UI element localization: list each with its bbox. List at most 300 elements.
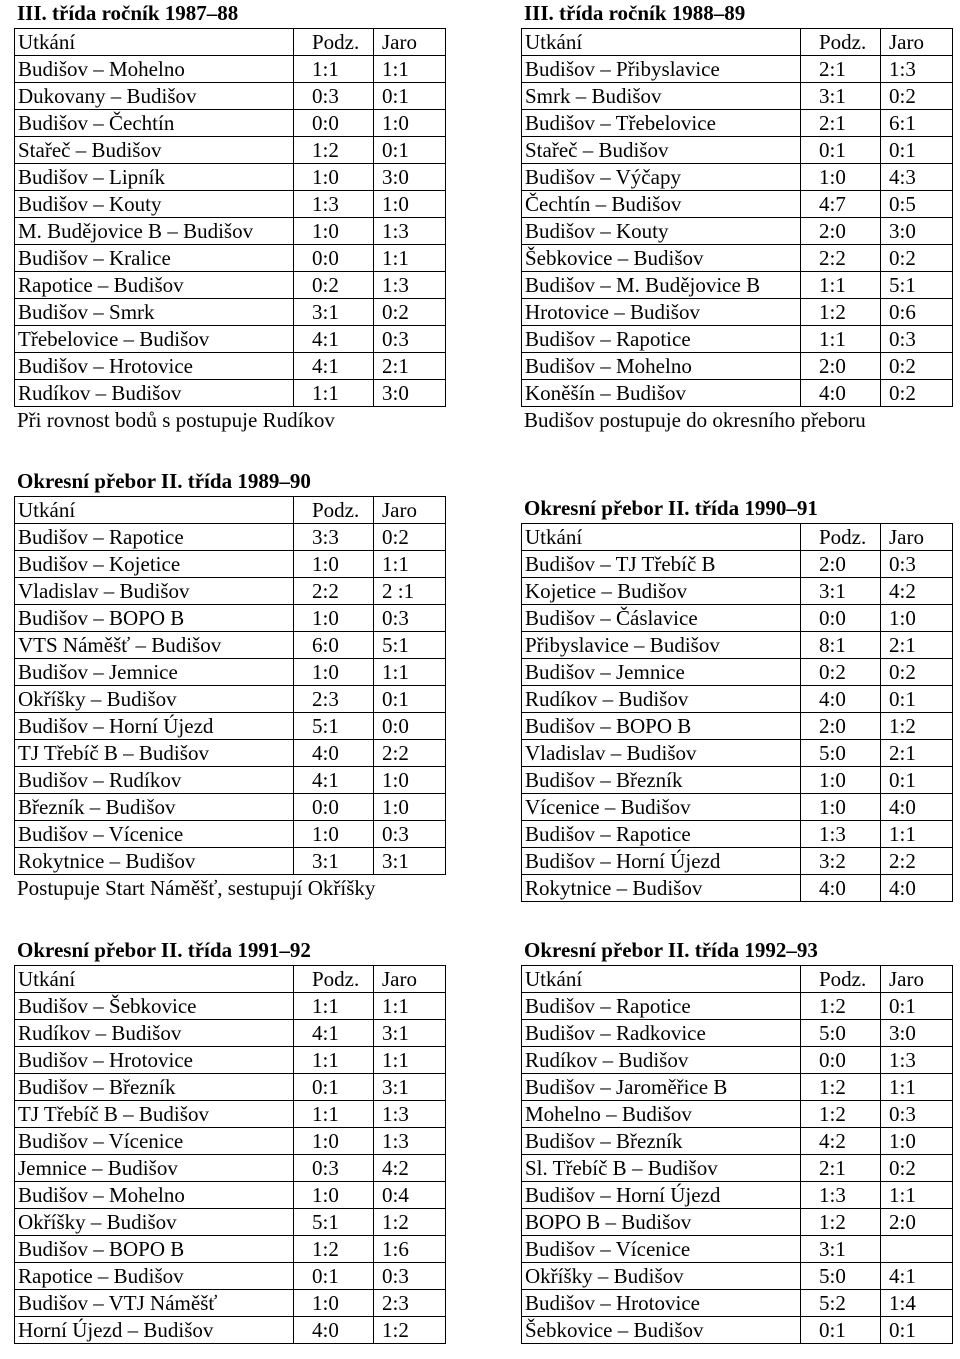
header-podzim: Podz. [801, 965, 881, 992]
match-cell: Budišov – Mohelno [522, 352, 801, 379]
header-podzim: Podz. [294, 965, 374, 992]
header-utkani: Utkání [522, 28, 801, 55]
table-row [15, 712, 446, 739]
table-row [522, 271, 953, 298]
match-cell: Budišov – Kouty [522, 217, 801, 244]
autumn-score-cell: 5:2 [801, 1289, 881, 1316]
season-note: Postupuje Start Náměšť, sestupují Okříšky [17, 875, 376, 900]
spring-score-cell: 1:2 [374, 1316, 446, 1343]
table-row [15, 658, 446, 685]
spring-score-cell: 0:2 [881, 244, 953, 271]
autumn-score-cell: 2:0 [801, 352, 881, 379]
spring-score-cell: 1:6 [374, 1235, 446, 1262]
autumn-score-cell: 3:1 [294, 847, 374, 874]
table-row [15, 1100, 446, 1127]
spring-score-cell: 0:6 [881, 298, 953, 325]
season-block [14, 937, 445, 1344]
spring-score-cell: 0:3 [374, 820, 446, 847]
match-cell: Budišov – Rudíkov [15, 766, 294, 793]
autumn-score-cell: 1:2 [294, 136, 374, 163]
spring-score-cell: 4:2 [374, 1154, 446, 1181]
spring-score-cell: 0:3 [374, 604, 446, 631]
match-cell: Budišov – Lipník [15, 163, 294, 190]
spring-score-cell: 4:0 [881, 793, 953, 820]
match-cell: Horní Újezd – Budišov [15, 1316, 294, 1343]
spring-score-cell: 2:1 [374, 352, 446, 379]
season-title: III. třída ročník 1988–89 [524, 1, 746, 25]
spring-score-cell: 2:2 [374, 739, 446, 766]
table-header-row [522, 523, 953, 550]
spring-score-cell: 0:3 [374, 1262, 446, 1289]
match-cell: Budišov – Čechtín [15, 109, 294, 136]
spring-score-cell: 0:2 [881, 658, 953, 685]
season-block [14, 468, 445, 903]
spring-score-cell: 3:0 [374, 163, 446, 190]
spring-score-cell: 0:3 [881, 1100, 953, 1127]
spring-score-cell: 1:3 [374, 217, 446, 244]
autumn-score-cell: 3:1 [801, 82, 881, 109]
autumn-score-cell: 4:7 [801, 190, 881, 217]
table-row [15, 523, 446, 550]
spring-score-cell: 1:3 [881, 55, 953, 82]
header-jaro: Jaro [881, 523, 953, 550]
table-row [522, 352, 953, 379]
header-podzim: Podz. [294, 28, 374, 55]
autumn-score-cell: 4:2 [801, 1127, 881, 1154]
spring-score-cell: 0:1 [374, 685, 446, 712]
autumn-score-cell: 1:1 [294, 1046, 374, 1073]
match-cell: Třebelovice – Budišov [15, 325, 294, 352]
match-cell: Budišov – Rapotice [522, 992, 801, 1019]
match-cell: Budišov – Horní Újezd [522, 847, 801, 874]
table-header-row [15, 496, 446, 523]
autumn-score-cell: 1:2 [801, 1208, 881, 1235]
table-row [15, 1235, 446, 1262]
autumn-score-cell: 0:1 [294, 1262, 374, 1289]
match-cell: Budišov – VTJ Náměšť [15, 1289, 294, 1316]
autumn-score-cell: 3:3 [294, 523, 374, 550]
season-block [521, 495, 952, 902]
autumn-score-cell: 1:2 [801, 298, 881, 325]
spring-score-cell: 1:3 [374, 1127, 446, 1154]
spring-score-cell: 0:3 [374, 325, 446, 352]
autumn-score-cell: 4:1 [294, 352, 374, 379]
spring-score-cell: 2:1 [881, 739, 953, 766]
table-row [15, 244, 446, 271]
match-cell: Budišov – Šebkovice [15, 992, 294, 1019]
autumn-score-cell: 1:3 [294, 190, 374, 217]
autumn-score-cell: 4:0 [294, 739, 374, 766]
autumn-score-cell: 0:3 [294, 82, 374, 109]
table-row [522, 766, 953, 793]
header-utkani: Utkání [522, 523, 801, 550]
match-cell: Kojetice – Budišov [522, 577, 801, 604]
table-row [15, 136, 446, 163]
header-jaro: Jaro [881, 28, 953, 55]
table-row [522, 1073, 953, 1100]
table-row [522, 82, 953, 109]
table-row [522, 1181, 953, 1208]
autumn-score-cell: 1:0 [294, 550, 374, 577]
match-cell: TJ Třebíč B – Budišov [15, 739, 294, 766]
match-cell: Budišov – Hrotovice [522, 1289, 801, 1316]
match-cell: Šebkovice – Budišov [522, 1316, 801, 1343]
match-cell: Budišov – Vícenice [522, 1235, 801, 1262]
autumn-score-cell: 2:2 [294, 577, 374, 604]
table-row [15, 163, 446, 190]
table-row [522, 379, 953, 406]
match-cell: Budišov – Březník [15, 1073, 294, 1100]
table-row [522, 1289, 953, 1316]
match-cell: VTS Náměšť – Budišov [15, 631, 294, 658]
autumn-score-cell: 5:1 [294, 712, 374, 739]
spring-score-cell: 1:1 [374, 55, 446, 82]
autumn-score-cell: 0:1 [294, 1073, 374, 1100]
match-cell: Okříšky – Budišov [15, 685, 294, 712]
match-cell: Vladislav – Budišov [522, 739, 801, 766]
autumn-score-cell: 2:3 [294, 685, 374, 712]
match-cell: Hrotovice – Budišov [522, 298, 801, 325]
match-cell: Budišov – Kojetice [15, 550, 294, 577]
autumn-score-cell: 5:0 [801, 1019, 881, 1046]
autumn-score-cell: 2:0 [801, 712, 881, 739]
match-cell: Rokytnice – Budišov [15, 847, 294, 874]
autumn-score-cell: 4:0 [294, 1316, 374, 1343]
table-row [522, 55, 953, 82]
spring-score-cell [881, 1235, 953, 1262]
spring-score-cell: 1:0 [374, 793, 446, 820]
table-row [522, 604, 953, 631]
match-cell: Rudíkov – Budišov [522, 685, 801, 712]
match-cell: Rudíkov – Budišov [522, 1046, 801, 1073]
match-cell: Smrk – Budišov [522, 82, 801, 109]
results-table [521, 28, 953, 407]
spring-score-cell: 0:3 [881, 325, 953, 352]
table-row [522, 992, 953, 1019]
spring-score-cell: 0:1 [881, 685, 953, 712]
autumn-score-cell: 1:0 [801, 793, 881, 820]
spring-score-cell: 3:0 [881, 217, 953, 244]
match-cell: Vícenice – Budišov [522, 793, 801, 820]
spring-score-cell: 3:0 [374, 379, 446, 406]
spring-score-cell: 0:1 [881, 766, 953, 793]
table-header-row [522, 965, 953, 992]
table-row [15, 820, 446, 847]
results-table [521, 965, 953, 1344]
autumn-score-cell: 0:2 [294, 271, 374, 298]
autumn-score-cell: 0:1 [801, 136, 881, 163]
match-cell: Budišov – TJ Třebíč B [522, 550, 801, 577]
table-row [15, 1262, 446, 1289]
match-cell: Rapotice – Budišov [15, 1262, 294, 1289]
season-title: Okresní přebor II. třída 1991–92 [17, 938, 311, 962]
autumn-score-cell: 2:0 [801, 550, 881, 577]
spring-score-cell: 3:1 [374, 1019, 446, 1046]
table-row [522, 712, 953, 739]
match-cell: Rapotice – Budišov [15, 271, 294, 298]
spring-score-cell: 0:2 [881, 379, 953, 406]
spring-score-cell: 1:0 [881, 1127, 953, 1154]
autumn-score-cell: 1:0 [294, 1181, 374, 1208]
spring-score-cell: 2:2 [881, 847, 953, 874]
table-row [522, 244, 953, 271]
spring-score-cell: 0:2 [881, 82, 953, 109]
spring-score-cell: 2:3 [374, 1289, 446, 1316]
table-row [522, 1262, 953, 1289]
header-podzim: Podz. [801, 523, 881, 550]
spring-score-cell: 0:4 [374, 1181, 446, 1208]
header-jaro: Jaro [374, 965, 446, 992]
table-row [15, 847, 446, 874]
table-row [522, 163, 953, 190]
table-row [15, 1127, 446, 1154]
table-row [15, 1316, 446, 1343]
spring-score-cell: 0:2 [881, 1154, 953, 1181]
table-row [522, 1154, 953, 1181]
table-row [15, 685, 446, 712]
table-row [15, 992, 446, 1019]
autumn-score-cell: 1:0 [294, 163, 374, 190]
table-row [522, 577, 953, 604]
results-table [14, 965, 446, 1344]
table-row [15, 1073, 446, 1100]
match-cell: Budišov – BOPO B [15, 1235, 294, 1262]
spring-score-cell: 0:1 [374, 82, 446, 109]
table-row [522, 658, 953, 685]
match-cell: Budišov – Mohelno [15, 55, 294, 82]
table-row [15, 550, 446, 577]
table-row [15, 766, 446, 793]
spring-score-cell: 1:0 [374, 109, 446, 136]
match-cell: Šebkovice – Budišov [522, 244, 801, 271]
spring-score-cell: 1:1 [881, 820, 953, 847]
table-row [522, 793, 953, 820]
match-cell: Okříšky – Budišov [15, 1208, 294, 1235]
autumn-score-cell: 5:0 [801, 739, 881, 766]
spring-score-cell: 3:1 [374, 847, 446, 874]
table-row [522, 190, 953, 217]
match-cell: BOPO B – Budišov [522, 1208, 801, 1235]
match-cell: Okříšky – Budišov [522, 1262, 801, 1289]
match-cell: Budišov – Hrotovice [15, 352, 294, 379]
autumn-score-cell: 0:1 [801, 1316, 881, 1343]
table-row [15, 379, 446, 406]
spring-score-cell: 6:1 [881, 109, 953, 136]
autumn-score-cell: 1:0 [294, 1289, 374, 1316]
match-cell: Budišov – Výčapy [522, 163, 801, 190]
spring-score-cell: 5:1 [374, 631, 446, 658]
table-row [522, 217, 953, 244]
match-cell: Budišov – Horní Újezd [522, 1181, 801, 1208]
match-cell: Přibyslavice – Budišov [522, 631, 801, 658]
autumn-score-cell: 5:0 [801, 1262, 881, 1289]
table-row [15, 298, 446, 325]
season-title: III. třída ročník 1987–88 [17, 1, 239, 25]
spring-score-cell: 4:3 [881, 163, 953, 190]
match-cell: Březník – Budišov [15, 793, 294, 820]
results-table [521, 523, 953, 902]
spring-score-cell: 1:3 [374, 1100, 446, 1127]
header-utkani: Utkání [15, 496, 294, 523]
spring-score-cell: 2:1 [881, 631, 953, 658]
match-cell: Sl. Třebíč B – Budišov [522, 1154, 801, 1181]
spring-score-cell: 0:2 [881, 352, 953, 379]
autumn-score-cell: 0:0 [294, 109, 374, 136]
match-cell: Budišov – Přibyslavice [522, 55, 801, 82]
match-cell: Mohelno – Budišov [522, 1100, 801, 1127]
table-row [522, 1208, 953, 1235]
match-cell: Jemnice – Budišov [15, 1154, 294, 1181]
header-utkani: Utkání [15, 28, 294, 55]
autumn-score-cell: 0:3 [294, 1154, 374, 1181]
match-cell: Rudíkov – Budišov [15, 379, 294, 406]
spring-score-cell: 1:4 [881, 1289, 953, 1316]
table-row [522, 739, 953, 766]
match-cell: Budišov – Vícenice [15, 1127, 294, 1154]
match-cell: Budišov – Mohelno [15, 1181, 294, 1208]
table-row [15, 109, 446, 136]
table-row [522, 109, 953, 136]
table-row [15, 325, 446, 352]
spring-score-cell: 4:2 [881, 577, 953, 604]
table-row [522, 298, 953, 325]
autumn-score-cell: 4:1 [294, 1019, 374, 1046]
spring-score-cell: 1:0 [374, 766, 446, 793]
spring-score-cell: 1:2 [881, 712, 953, 739]
header-jaro: Jaro [881, 965, 953, 992]
match-cell: Budišov – Hrotovice [15, 1046, 294, 1073]
table-row [15, 1046, 446, 1073]
autumn-score-cell: 2:1 [801, 109, 881, 136]
spring-score-cell: 1:3 [881, 1046, 953, 1073]
table-row [522, 874, 953, 901]
table-header-row [15, 965, 446, 992]
autumn-score-cell: 6:0 [294, 631, 374, 658]
season-note: Budišov postupuje do okresního přeboru [524, 407, 866, 432]
spring-score-cell: 1:2 [374, 1208, 446, 1235]
spring-score-cell: 0:5 [881, 190, 953, 217]
autumn-score-cell: 2:2 [801, 244, 881, 271]
autumn-score-cell: 1:3 [801, 820, 881, 847]
spring-score-cell: 3:1 [374, 1073, 446, 1100]
table-row [15, 739, 446, 766]
match-cell: Budišov – Rapotice [15, 523, 294, 550]
season-title: Okresní přebor II. třída 1992–93 [524, 938, 818, 962]
spring-score-cell: 1:1 [374, 1046, 446, 1073]
match-cell: Vladislav – Budišov [15, 577, 294, 604]
autumn-score-cell: 0:0 [801, 1046, 881, 1073]
match-cell: Budišov – BOPO B [15, 604, 294, 631]
spring-score-cell: 0:1 [881, 1316, 953, 1343]
header-utkani: Utkání [522, 965, 801, 992]
spring-score-cell: 2 :1 [374, 577, 446, 604]
autumn-score-cell: 1:0 [801, 766, 881, 793]
autumn-score-cell: 5:1 [294, 1208, 374, 1235]
autumn-score-cell: 4:0 [801, 874, 881, 901]
table-row [15, 793, 446, 820]
match-cell: Dukovany – Budišov [15, 82, 294, 109]
table-row [15, 271, 446, 298]
autumn-score-cell: 1:1 [294, 379, 374, 406]
match-cell: Koněšín – Budišov [522, 379, 801, 406]
header-jaro: Jaro [374, 28, 446, 55]
season-note: Při rovnost bodů s postupuje Rudíkov [17, 407, 335, 432]
header-podzim: Podz. [294, 496, 374, 523]
table-row [15, 1019, 446, 1046]
table-row [522, 631, 953, 658]
spring-score-cell: 0:1 [881, 992, 953, 1019]
autumn-score-cell: 1:2 [801, 1073, 881, 1100]
spring-score-cell: 4:1 [881, 1262, 953, 1289]
autumn-score-cell: 4:1 [294, 766, 374, 793]
autumn-score-cell: 0:0 [801, 604, 881, 631]
spring-score-cell: 1:1 [374, 992, 446, 1019]
spring-score-cell: 4:0 [881, 874, 953, 901]
table-row [522, 1100, 953, 1127]
spring-score-cell: 1:1 [881, 1073, 953, 1100]
spring-score-cell: 0:0 [374, 712, 446, 739]
autumn-score-cell: 0:2 [801, 658, 881, 685]
spring-score-cell: 0:2 [374, 523, 446, 550]
autumn-score-cell: 3:1 [294, 298, 374, 325]
table-row [522, 1046, 953, 1073]
autumn-score-cell: 8:1 [801, 631, 881, 658]
match-cell: Budišov – Smrk [15, 298, 294, 325]
spring-score-cell: 1:3 [374, 271, 446, 298]
table-row [522, 1127, 953, 1154]
autumn-score-cell: 0:0 [294, 244, 374, 271]
autumn-score-cell: 1:2 [294, 1235, 374, 1262]
table-row [522, 136, 953, 163]
match-cell: Budišov – BOPO B [522, 712, 801, 739]
table-row [15, 1289, 446, 1316]
autumn-score-cell: 1:1 [801, 325, 881, 352]
spring-score-cell: 0:2 [374, 298, 446, 325]
match-cell: Budišov – Čáslavice [522, 604, 801, 631]
autumn-score-cell: 1:2 [801, 1100, 881, 1127]
spring-score-cell: 1:0 [374, 190, 446, 217]
spring-score-cell: 1:1 [881, 1181, 953, 1208]
spring-score-cell: 2:0 [881, 1208, 953, 1235]
match-cell: Rudíkov – Budišov [15, 1019, 294, 1046]
season-block [14, 0, 445, 435]
autumn-score-cell: 4:0 [801, 379, 881, 406]
autumn-score-cell: 1:1 [801, 271, 881, 298]
autumn-score-cell: 4:0 [801, 685, 881, 712]
match-cell: Budišov – Rapotice [522, 325, 801, 352]
table-row [15, 55, 446, 82]
match-cell: Budišov – Radkovice [522, 1019, 801, 1046]
match-cell: Budišov – Horní Újezd [15, 712, 294, 739]
spring-score-cell: 3:0 [881, 1019, 953, 1046]
spring-score-cell: 1:1 [374, 550, 446, 577]
results-table [14, 496, 446, 875]
table-row [15, 82, 446, 109]
autumn-score-cell: 3:1 [801, 1235, 881, 1262]
table-row [522, 847, 953, 874]
table-row [522, 685, 953, 712]
spring-score-cell: 0:3 [881, 550, 953, 577]
table-header-row [15, 28, 446, 55]
autumn-score-cell: 2:1 [801, 55, 881, 82]
table-row [15, 217, 446, 244]
autumn-score-cell: 1:1 [294, 992, 374, 1019]
autumn-score-cell: 2:0 [801, 217, 881, 244]
header-jaro: Jaro [374, 496, 446, 523]
header-podzim: Podz. [801, 28, 881, 55]
match-cell: Čechtín – Budišov [522, 190, 801, 217]
match-cell: Budišov – M. Budějovice B [522, 271, 801, 298]
